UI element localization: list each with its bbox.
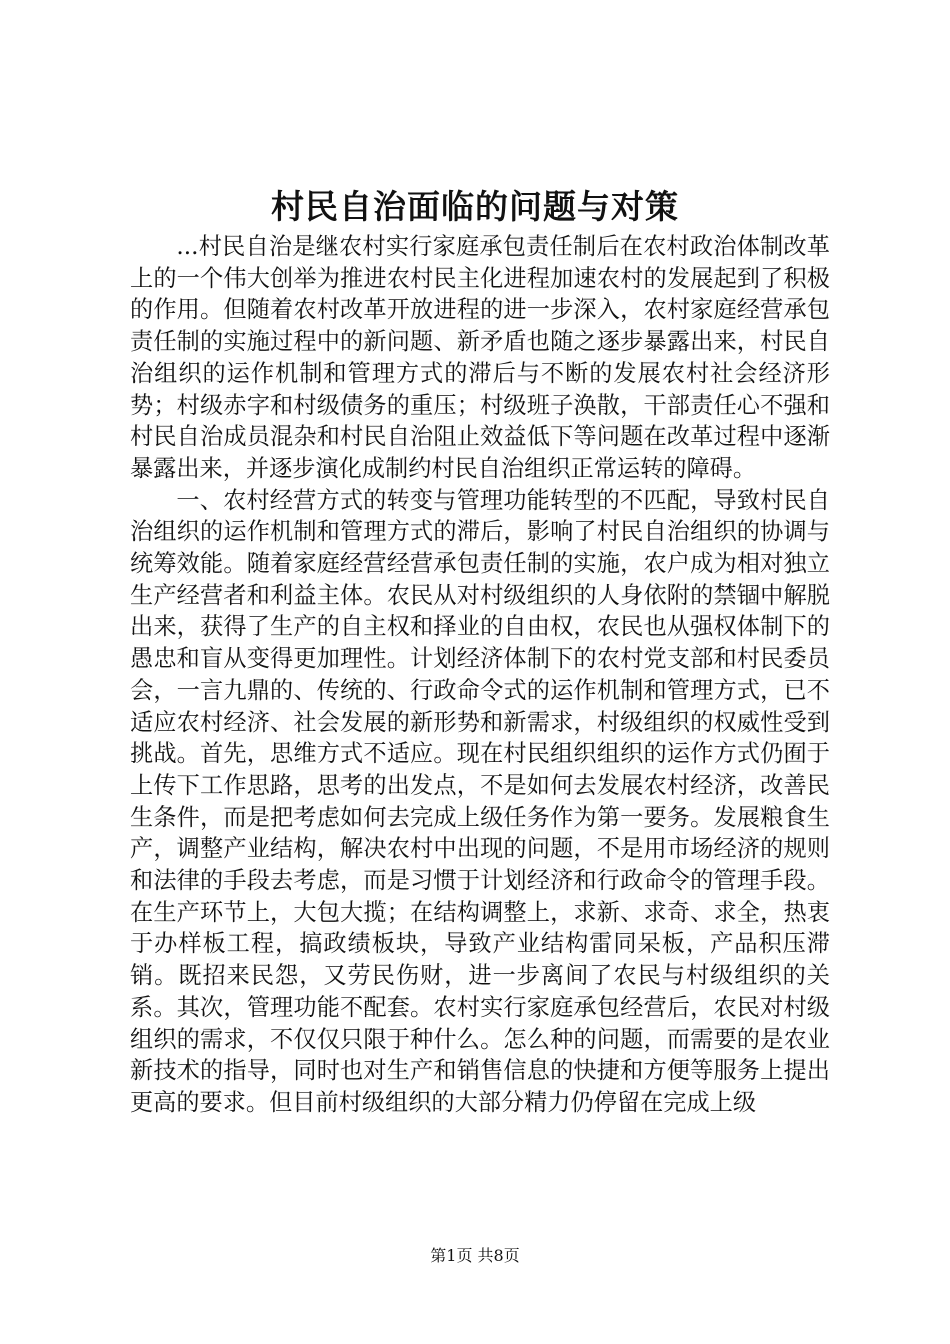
document-body: [130, 231, 830, 1119]
paragraph-section-one: 一、农村经营方式的转变与管理功能转型的不匹配，导致村民自治组织的运作机制和管理方式的滞后，影响了村民自治组织的协调与统筹效能。随着家庭经营经营承包责任制的实施，农户成为相对独立生产经营者和利益主体。农民从对村级组织的人身依附的禁锢中解脱出来，获得了生产的自主权和择业的自由权，农民也从强权体制下的愚忠和盲从变得更加理性。计划经济体制下的农村党支部和村民委员会，一言九鼎的、传统的、行政命令式的运作机制和管理方式，已不适应农村经济、社会发展的新形势和新需求，村级组织的权威性受到挑战。首先，思维方式不适应。现在村民组织组织的运作方式仍囿于上传下工作思路，思考的出发点，不是如何去发展农村经济，改善民生条件，而是把考虑如何去完成上级任务作为第一要务。发展粮食生产，调整产业结构，解决农村中出现的问题，不是用市场经济的规则和法律的手段去考虑，而是习惯于计划经济和行政命令的管理手段。在生产环节上，大包大揽；在结构调整上，求新、求奇、求全，热衷于办样板工程，搞政绩板块，导致产业结构雷同呆板，产品积压滞销。既招来民怨，又劳民伤财，进一步离间了农民与村级组织的关系。其次，管理功能不配套。农村实行家庭承包经营后，农民对村级组织的需求，不仅仅只限于种什么。怎么种的问题，而需要的是农业新技术的指导，同时也对生产和销售信息的快捷和方便等服务上提出更高的要求。但目前村级组织的大部分精力仍停留在完成上级: [130, 486, 830, 1116]
document-title: 村民自治面临的问题与对策: [271, 187, 679, 226]
page-number-footer: 第1页 共8页: [430, 1246, 520, 1265]
paragraph-intro: ...村民自治是继农村实行家庭承包责任制后在农村政治体制改革上的一个伟大创举为推进农村民主化进程加速农村的发展起到了积极的作用。但随着农村改革开放进程的进一步深入，农村家庭经营承包责任制的实施过程中的新问题、新矛盾也随之逐步暴露出来，村民自治组织的运作机制和管理方式的滞后与不断的发展农村社会经济形势；村级赤字和村级债务的重压；村级班子涣散，干部责任心不强和村民自治成员混杂和村民自治阻止效益低下等问题在改革过程中逐渐暴露出来，并逐步演化成制约村民自治组织正常运转的障碍。: [130, 233, 830, 482]
